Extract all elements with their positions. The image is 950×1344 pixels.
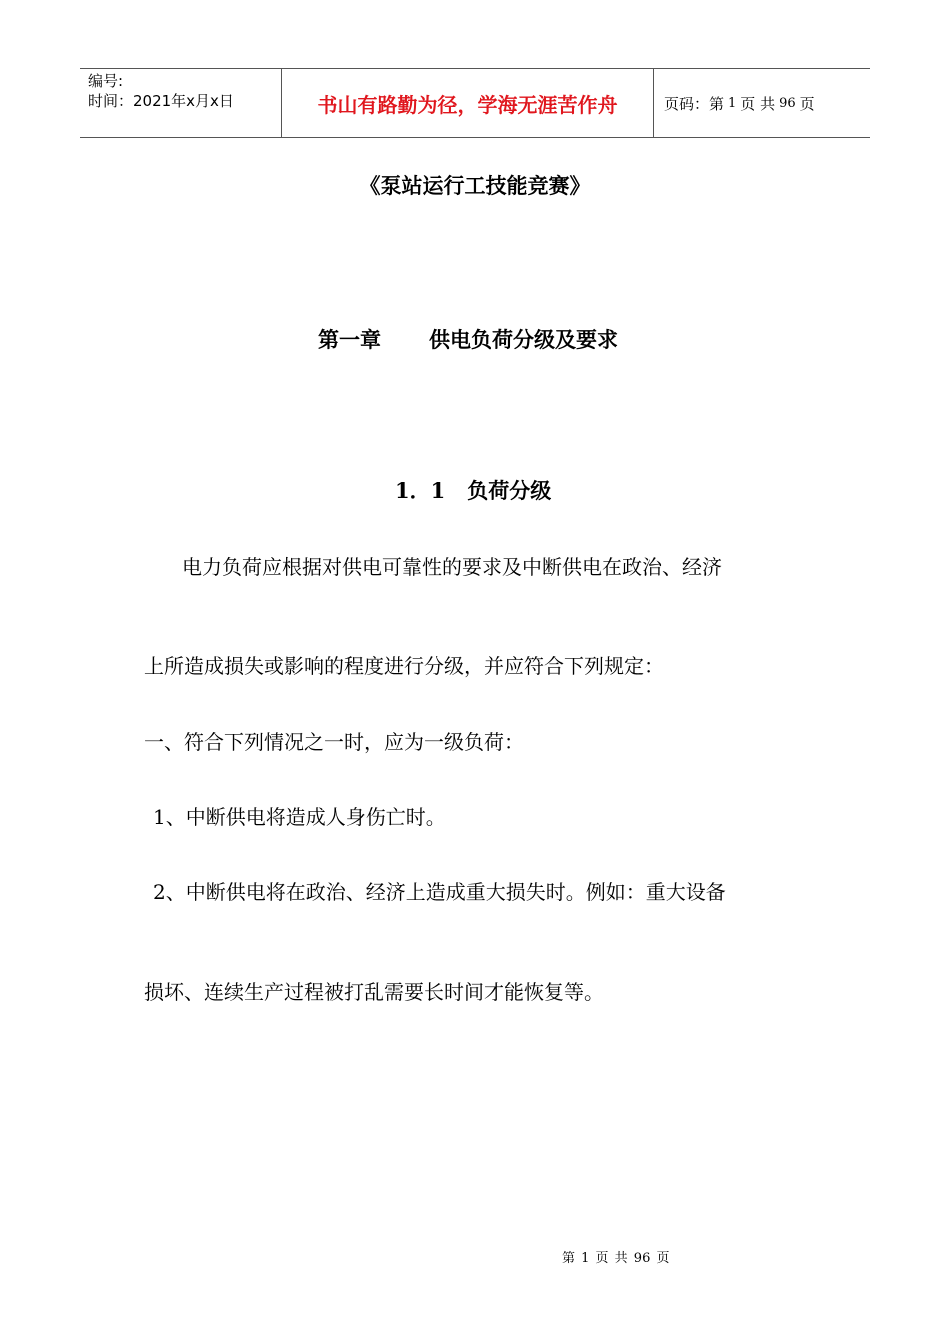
section-number: 1．1 bbox=[395, 478, 446, 503]
header-meta bbox=[80, 69, 282, 137]
paragraph-line: 电力负荷应根据对供电可靠性的要求及中断供电在政治、经济 bbox=[182, 555, 722, 579]
header-page-current: 1 bbox=[728, 95, 737, 111]
page-footer: 第 1 页 共 96 页 bbox=[562, 1251, 670, 1266]
section-heading bbox=[395, 475, 551, 505]
header-time-label: 时间：2021年x月x日 bbox=[88, 92, 234, 110]
header-page-prefix: 页码：第 bbox=[664, 94, 725, 113]
header-number-label: 编号: bbox=[88, 72, 124, 90]
paragraph-line: 一、符合下列情况之一时，应为一级负荷： bbox=[144, 730, 524, 754]
paragraph-line: 损坏、连续生产过程被打乱需要长时间才能恢复等。 bbox=[144, 980, 604, 1004]
document-title: 《泵站运行工技能竞赛》 bbox=[359, 173, 591, 198]
list-item: 1、中断供电将造成人身伤亡时。 bbox=[153, 805, 446, 829]
list-item: 2、中断供电将在政治、经济上造成重大损失时。例如：重大设备 bbox=[153, 880, 726, 904]
header-page-info bbox=[654, 69, 870, 137]
header-page-mid: 页 共 bbox=[740, 94, 776, 113]
header-page-suffix: 页 bbox=[799, 94, 815, 113]
chapter-number: 第一章 bbox=[318, 327, 381, 352]
chapter-heading bbox=[318, 324, 618, 354]
section-title: 负荷分级 bbox=[467, 478, 552, 503]
chapter-title: 供电负荷分级及要求 bbox=[429, 327, 618, 352]
paragraph-line: 上所造成损失或影响的程度进行分级，并应符合下列规定： bbox=[144, 654, 664, 678]
document-header bbox=[80, 68, 870, 138]
header-motto: 书山有路勤为径，学海无涯苦作舟 bbox=[282, 69, 654, 137]
header-page-total: 96 bbox=[779, 95, 796, 111]
